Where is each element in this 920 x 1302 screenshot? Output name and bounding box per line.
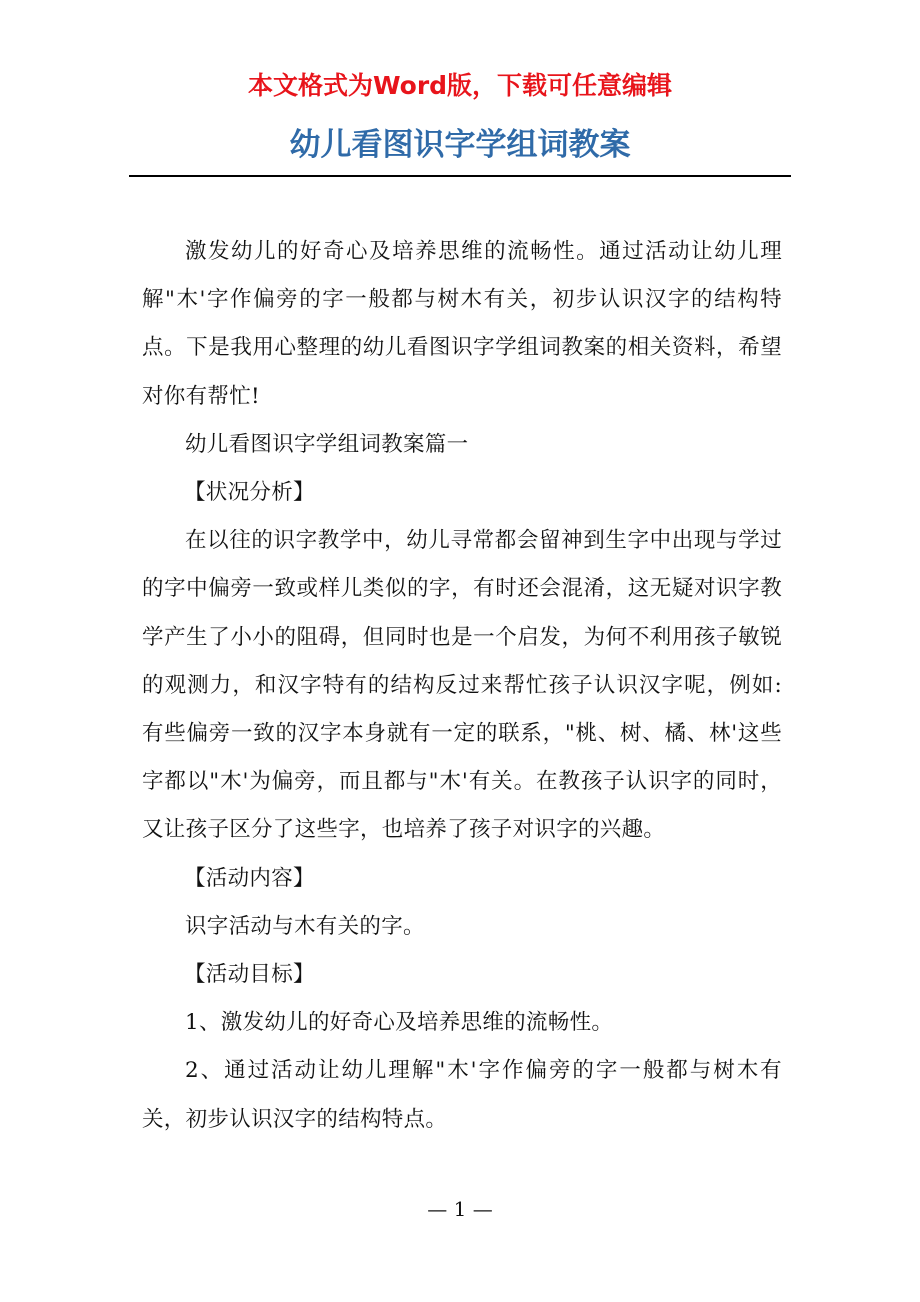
document-body	[142, 228, 782, 1144]
page-number: — 1 —	[427, 1197, 493, 1221]
heading-goals: 【活动目标】	[184, 962, 315, 988]
section-title: 幼儿看图识字学组词教案篇一	[185, 431, 469, 457]
content-paragraph: 识字活动与木有关的字。	[185, 913, 425, 939]
intro-paragraph: 激发幼儿的好奇心及培养思维的流畅性。通过活动让幼儿理解"木'字作偏旁的字一般都与树木有关，初步认识汉字的结构特点。下是我用心整理的幼儿看图识字学组词教案的相关资料，希望对你有帮忙!	[142, 239, 782, 409]
goal-item-1: 1、激发幼儿的好奇心及培养思维的流畅性。	[185, 1010, 614, 1036]
heading-content: 【活动内容】	[184, 865, 315, 891]
document-title: 幼儿看图识字学组词教案	[289, 127, 631, 163]
title-divider	[129, 175, 791, 177]
format-notice-banner: 本文格式为Word版，下载可任意编辑	[247, 71, 673, 100]
heading-analysis: 【状况分析】	[184, 480, 315, 506]
analysis-paragraph: 在以往的识字教学中，幼儿寻常都会留神到生字中出现与学过的字中偏旁一致或样儿类似的字，有时还会混淆，这无疑对识字教学产生了小小的阻碍，但同时也是一个启发，为何不利用孩子敏锐的观测力，和汉字特有的结构反过来帮忙孩子认识汉字呢，例如: 有些偏旁一致的汉字本身就有一定的联系，"桃、树、橘、林'这些字都以"木'为偏旁，而且都与"木'有关。在教孩子认识字的同时，又让孩子区分了这些字，也培养了孩子对识字的兴趣。	[142, 528, 782, 843]
goal-item-2: 2、通过活动让幼儿理解"木'字作偏旁的字一般都与树木有关，初步认识汉字的结构特点。	[142, 1058, 782, 1132]
